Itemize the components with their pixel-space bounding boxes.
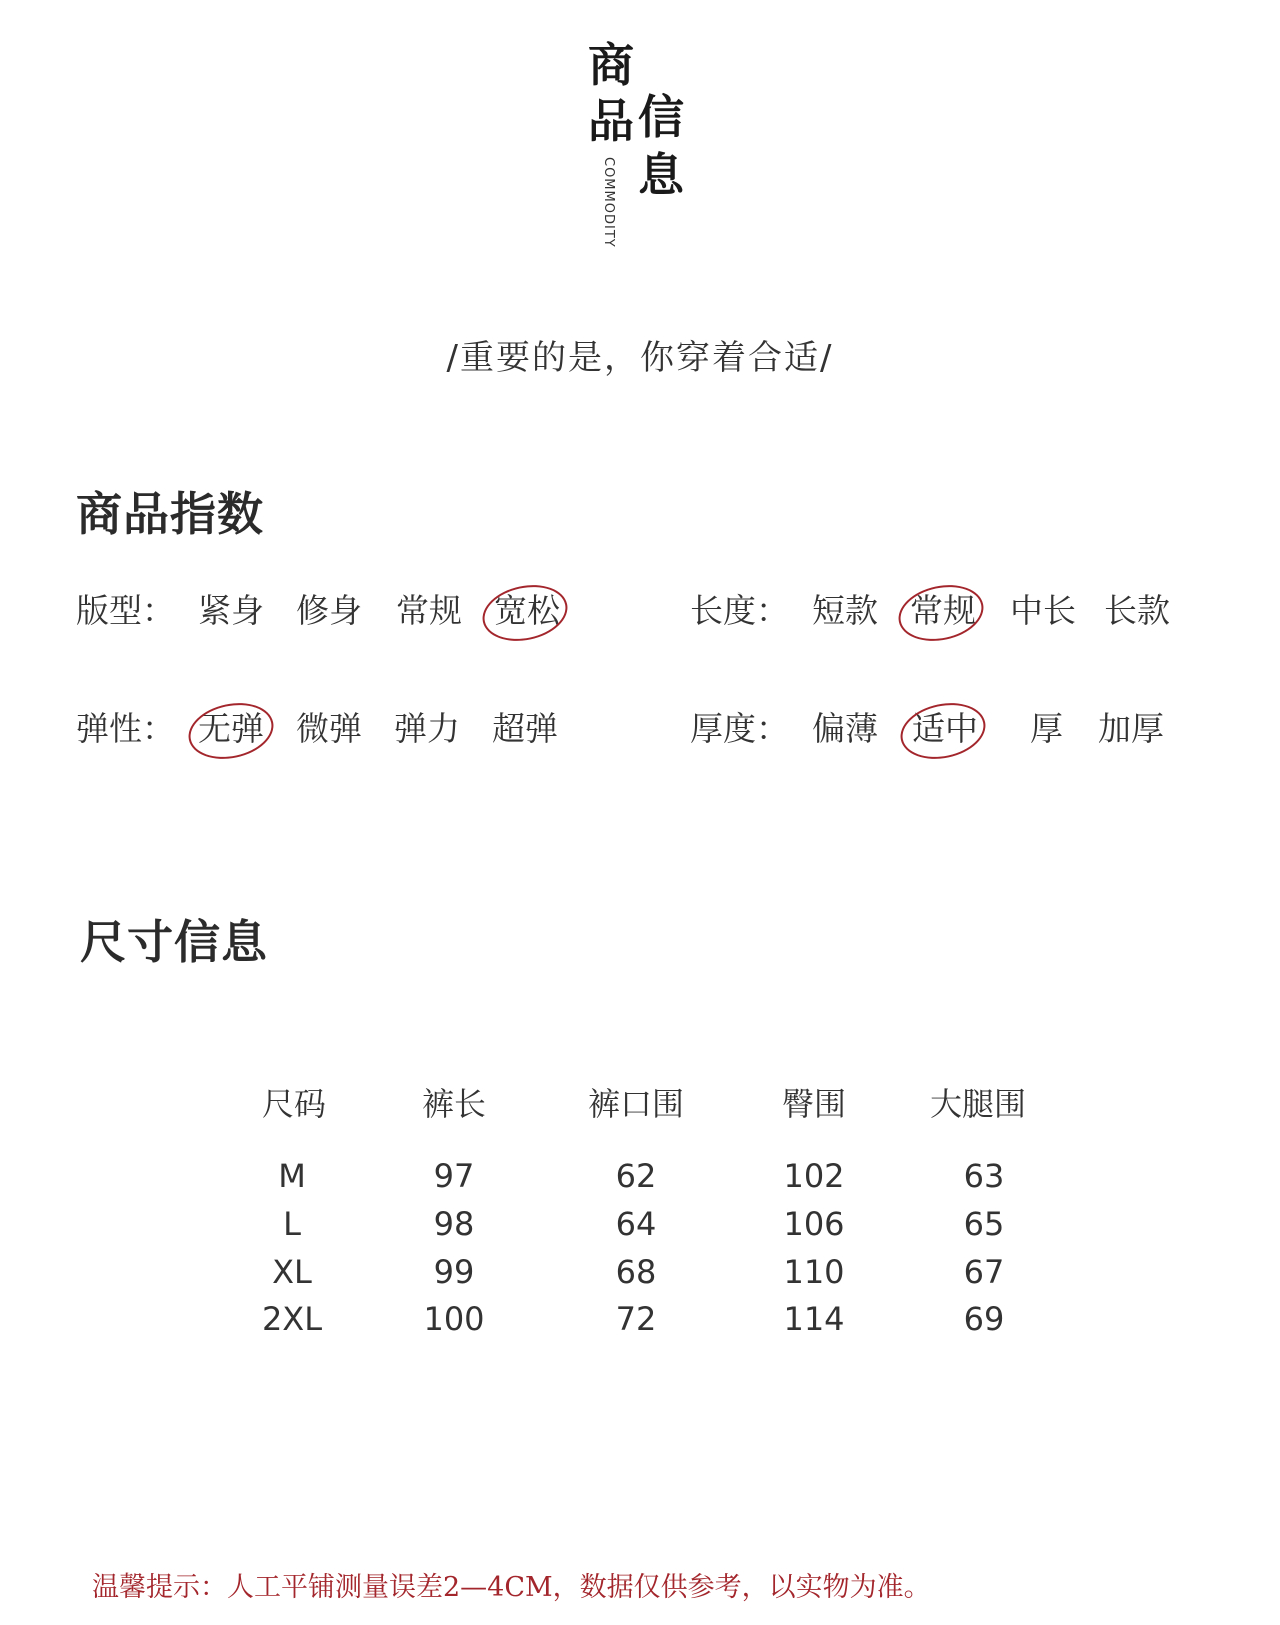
size-cell: 72 bbox=[615, 1300, 657, 1338]
elasticity-label: 弹性： bbox=[76, 709, 175, 748]
size-cell: 106 bbox=[783, 1205, 845, 1243]
size-col-header: 裤长 bbox=[421, 1085, 486, 1123]
size-cell: L bbox=[283, 1205, 301, 1243]
size-cell: 68 bbox=[615, 1253, 657, 1291]
selected-circle-thickness bbox=[895, 696, 990, 767]
header-english-vertical: COMMODITY bbox=[601, 157, 616, 248]
thickness-option: 厚 bbox=[1030, 709, 1063, 748]
selected-circle-elasticity bbox=[183, 696, 278, 767]
size-col-header: 尺码 bbox=[261, 1085, 326, 1123]
size-cell: M bbox=[278, 1157, 306, 1195]
fit-label: 版型： bbox=[76, 591, 175, 630]
size-cell: 62 bbox=[615, 1157, 657, 1195]
size-col-header: 臀围 bbox=[781, 1085, 846, 1123]
elasticity-option: 微弹 bbox=[296, 709, 362, 748]
size-info-title: 尺寸信息 bbox=[80, 915, 268, 969]
size-cell: 102 bbox=[783, 1157, 845, 1195]
size-cell: 2XL bbox=[261, 1300, 323, 1338]
header-char-2: 品 bbox=[588, 94, 634, 148]
size-cell: XL bbox=[272, 1253, 312, 1291]
thickness-option: 加厚 bbox=[1098, 709, 1164, 748]
thickness-label: 厚度： bbox=[690, 709, 789, 748]
size-col-header: 裤口围 bbox=[587, 1085, 684, 1123]
size-cell: 114 bbox=[783, 1300, 845, 1338]
size-col-header: 大腿围 bbox=[929, 1085, 1026, 1123]
size-cell: 100 bbox=[423, 1300, 485, 1338]
thickness-option: 偏薄 bbox=[812, 709, 878, 748]
selected-circle-fit bbox=[477, 578, 572, 649]
elasticity-option-selected: 无弹 bbox=[198, 709, 264, 748]
fit-option: 紧身 bbox=[198, 591, 264, 630]
product-index-title: 商品指数 bbox=[76, 487, 264, 541]
length-label: 长度： bbox=[690, 591, 789, 630]
fit-option-selected: 宽松 bbox=[494, 591, 560, 630]
elasticity-option: 弹力 bbox=[394, 709, 460, 748]
fit-option: 常规 bbox=[396, 591, 462, 630]
size-cell: 97 bbox=[433, 1157, 475, 1195]
header-char-3: 信 bbox=[638, 90, 684, 144]
fit-option: 修身 bbox=[296, 591, 362, 630]
size-cell: 98 bbox=[433, 1205, 475, 1243]
header-char-4: 息 bbox=[638, 148, 684, 202]
length-option: 短款 bbox=[812, 591, 878, 630]
size-cell: 110 bbox=[783, 1253, 845, 1291]
length-option-selected: 常规 bbox=[910, 591, 976, 630]
size-cell: 64 bbox=[615, 1205, 657, 1243]
size-cell: 67 bbox=[963, 1253, 1005, 1291]
thickness-option-selected: 适中 bbox=[912, 709, 978, 748]
length-option: 中长 bbox=[1010, 591, 1076, 630]
measurement-tip: 温馨提示：人工平铺测量误差2—4CM，数据仅供参考，以实物为准。 bbox=[92, 1572, 931, 1603]
length-option: 长款 bbox=[1104, 591, 1170, 630]
selected-circle-length bbox=[893, 578, 988, 649]
size-cell: 99 bbox=[433, 1253, 475, 1291]
header-char-1: 商 bbox=[588, 38, 634, 92]
size-cell: 69 bbox=[963, 1300, 1005, 1338]
size-cell: 65 bbox=[963, 1205, 1005, 1243]
elasticity-option: 超弹 bbox=[492, 709, 558, 748]
size-cell: 63 bbox=[963, 1157, 1005, 1195]
slogan: /重要的是，你穿着合适/ bbox=[446, 338, 834, 378]
